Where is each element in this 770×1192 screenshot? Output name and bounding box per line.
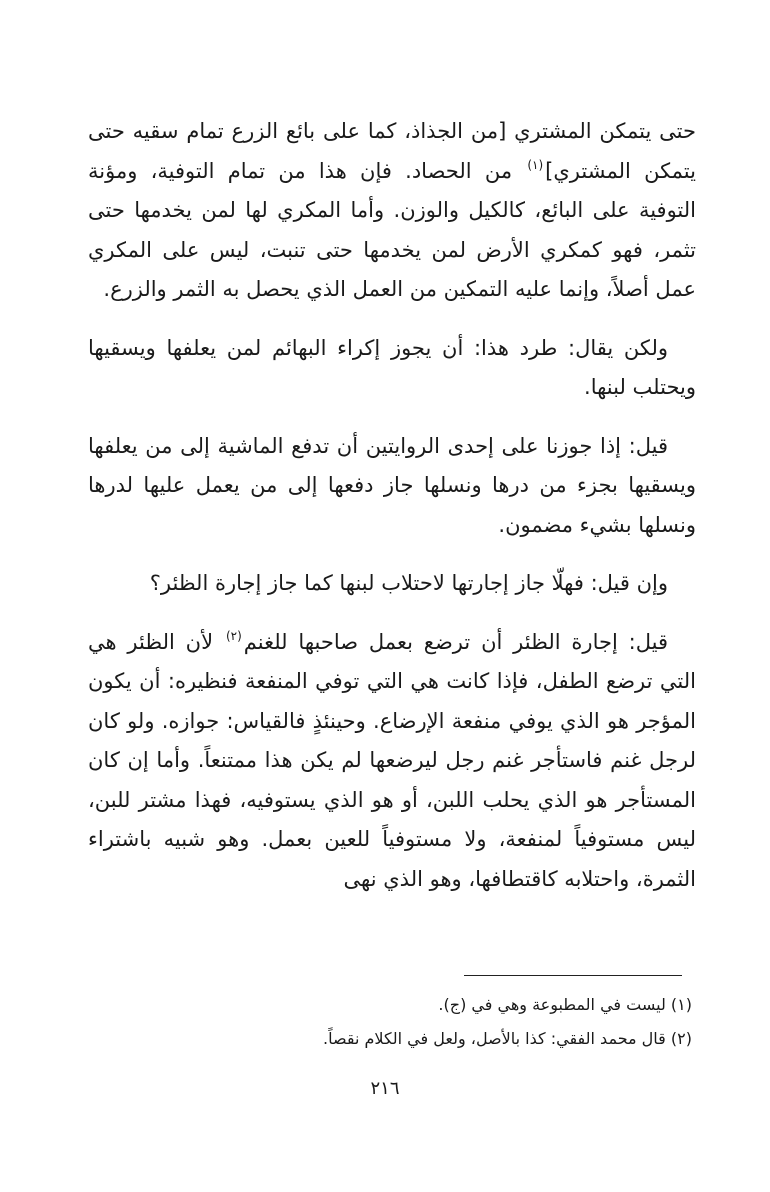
page-number: ٢١٦ (370, 1078, 400, 1099)
main-text (88, 112, 696, 918)
footnote-2: (٢) قال محمد الفقي: كذا بالأصل، ولعل في الكلام نقصاً. (323, 1029, 692, 1048)
paragraph-4-text: وإن قيل: فهلّا جاز إجارتها لاحتلاب لبنها كما جاز إجارة الظئر؟ (149, 571, 668, 595)
paragraph-2 (88, 329, 696, 408)
paragraph-5-text-a: قيل: إجارة الظئر أن ترضع بعمل صاحبها للغنم (243, 629, 668, 654)
paragraph-3-text: قيل: إذا جوزنا على إحدى الروايتين أن تدفع الماشية إلى من يعلفها ويسقيها بجزء من درها ونسلها جاز دفعها إلى من يعمل عليها لدرها ونسلها بشيء مضمون. (88, 433, 696, 537)
paragraph-5 (88, 623, 696, 900)
paragraph-3 (88, 427, 696, 546)
paragraph-2-text: ولكن يقال: طرد هذا: أن يجوز إكراء البهائم لمن يعلفها ويسقيها ويحتلب لبنها. (88, 335, 696, 399)
paragraph-4 (88, 564, 696, 604)
paragraph-1-text-a: حتى يتمكن المشتري [من الجذاذ، كما على بائع الزرع تمام سقيه حتى يتمكن المشتري] (88, 119, 696, 183)
paragraph-5-text-b: لأن الظئر هي التي ترضع الطفل، فإذا كانت هي التي توفي المنفعة فنظيره: أن يكون المؤجر هو الذي يوفي منفعة الإرضاع. وحينئذٍ فالقياس: جوازه. ولو كان لرجل غنم فاستأجر غنم رجل ليرضعها لم يكن هذا ممتنعاً. وأما إن كان المستأجر هو الذي يحلب اللبن، أو هو الذي يستوفيه، فهذا مشتر للبن، ليس مستوفياً لمنفعة، ولا مستوفياً للعين بعمل. وهو شبيه باشتراء الثمرة، واحتلابه كاقتطافها، وهو الذي نهى (88, 629, 696, 891)
paragraph-1 (88, 112, 696, 310)
footnote-marker-2: (٢) (225, 628, 242, 643)
footnote-separator (464, 975, 682, 976)
paragraph-1-text-b: من الحصاد. فإن هذا من تمام التوفية، ومؤنة التوفية على البائع، كالكيل والوزن. وأما المكري لها لمن يخدمها حتى تثمر، فهو كمكري الأرض لمن يخدمها حتى تنبت، ليس على المكري عمل أصلاً، وإنما عليه التمكين من العمل الذي يحصل به الثمر والزرع. (88, 158, 696, 301)
footnote-1: (١) ليست في المطبوعة وهي في (ج). (438, 995, 692, 1014)
footnotes (88, 988, 696, 1056)
footnote-marker-1: (١) (527, 157, 544, 172)
